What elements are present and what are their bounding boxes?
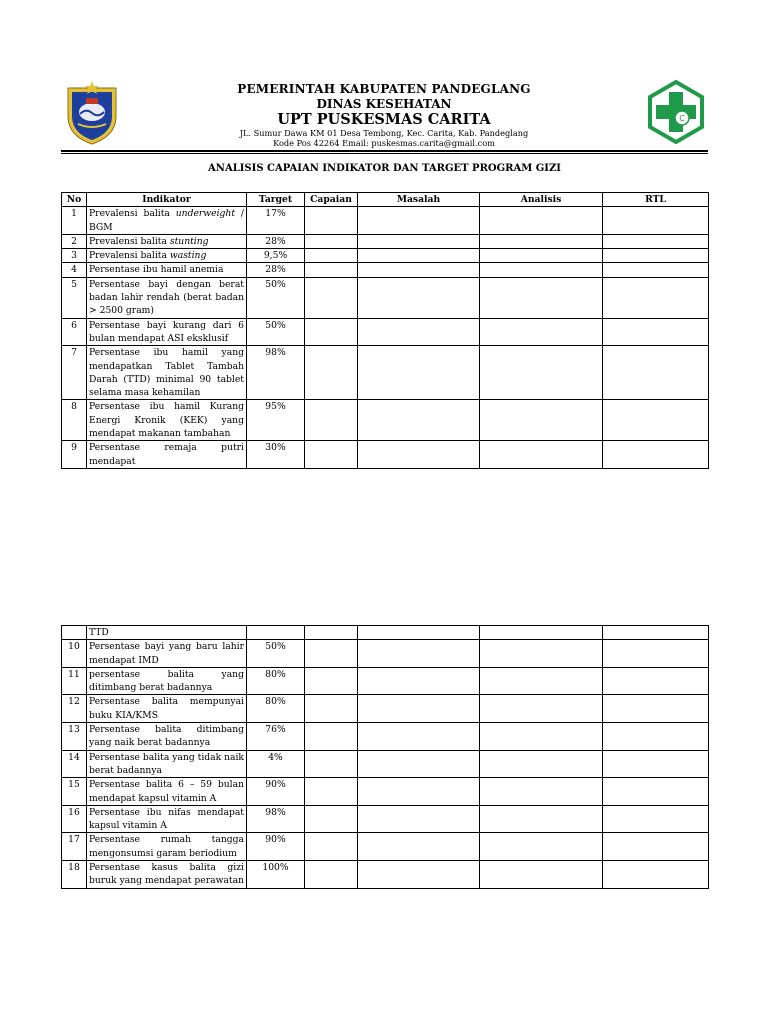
row-masalah	[358, 277, 480, 318]
row-no: 10	[62, 640, 87, 668]
row-masalah	[358, 833, 480, 861]
row-rtl	[603, 750, 709, 778]
row-masalah	[358, 778, 480, 806]
row-masalah	[358, 723, 480, 751]
row-no: 7	[62, 346, 87, 400]
table-body-page2	[62, 626, 709, 889]
row-analisis	[480, 234, 603, 248]
row-indikator: persentase balita yang ditimbang berat badannya	[87, 667, 247, 695]
row-indikator: Persentase ibu nifas mendapat kapsul vitamin A	[87, 805, 247, 833]
table-row	[62, 441, 709, 469]
row-indikator: Persentase ibu hamil anemia	[87, 263, 247, 277]
row-target: 50%	[247, 277, 305, 318]
row-target: 90%	[247, 833, 305, 861]
col-header-capaian: Capaian	[305, 193, 358, 207]
row-masalah	[358, 626, 480, 640]
row-capaian	[305, 805, 358, 833]
row-rtl	[603, 207, 709, 235]
row-capaian	[305, 318, 358, 346]
table-row	[62, 234, 709, 248]
row-masalah	[358, 346, 480, 400]
row-rtl	[603, 640, 709, 668]
row-rtl	[603, 400, 709, 441]
letterhead-rule	[61, 150, 708, 152]
row-capaian	[305, 778, 358, 806]
row-capaian	[305, 207, 358, 235]
contact-line: Kode Pos 42264 Email: puskesmas.carita@gmail.com	[273, 138, 495, 148]
row-indikator: Persentase balita 6 – 59 bulan mendapat kapsul vitamin A	[87, 778, 247, 806]
col-header-analisis: Analisis	[480, 193, 603, 207]
row-no: 15	[62, 778, 87, 806]
row-no: 16	[62, 805, 87, 833]
col-header-no: No	[62, 193, 87, 207]
row-analisis	[480, 805, 603, 833]
row-rtl	[603, 778, 709, 806]
table-row	[62, 400, 709, 441]
row-rtl	[603, 263, 709, 277]
row-rtl	[603, 861, 709, 889]
table-row	[62, 346, 709, 400]
row-no: 6	[62, 318, 87, 346]
col-header-rtl: RTL	[603, 193, 709, 207]
row-masalah	[358, 695, 480, 723]
row-target: 50%	[247, 640, 305, 668]
table-row	[62, 263, 709, 277]
row-indikator: Prevalensi balita stunting	[87, 234, 247, 248]
row-no: 12	[62, 695, 87, 723]
row-analisis	[480, 778, 603, 806]
row-analisis	[480, 723, 603, 751]
row-analisis	[480, 441, 603, 469]
row-indikator: Prevalensi balita wasting	[87, 249, 247, 263]
row-target: 80%	[247, 695, 305, 723]
row-analisis	[480, 667, 603, 695]
row-indikator: Persentase bayi dengan berat badan lahir rendah (berat badan > 2500 gram)	[87, 277, 247, 318]
row-capaian	[305, 346, 358, 400]
row-indikator: Persentase bayi kurang dari 6 bulan mendapat ASI eksklusif	[87, 318, 247, 346]
table-row	[62, 833, 709, 861]
table-row	[62, 207, 709, 235]
row-indikator: TTD	[87, 626, 247, 640]
pandeglang-regency-crest-icon	[64, 80, 120, 146]
table-row	[62, 778, 709, 806]
row-indikator: Persentase balita yang tidak naik berat badannya	[87, 750, 247, 778]
row-target: 95%	[247, 400, 305, 441]
row-masalah	[358, 207, 480, 235]
row-target: 4%	[247, 750, 305, 778]
table-row	[62, 318, 709, 346]
row-analisis	[480, 750, 603, 778]
document-title: ANALISIS CAPAIAN INDIKATOR DAN TARGET PROGRAM GIZI	[208, 163, 561, 174]
row-capaian	[305, 750, 358, 778]
row-no: 17	[62, 833, 87, 861]
row-indikator: Prevalensi balita underweight / BGM	[87, 207, 247, 235]
row-masalah	[358, 441, 480, 469]
puskesmas-name: UPT PUSKESMAS CARITA	[277, 111, 491, 128]
row-rtl	[603, 723, 709, 751]
row-no: 3	[62, 249, 87, 263]
row-target: 76%	[247, 723, 305, 751]
row-no: 1	[62, 207, 87, 235]
row-masalah	[358, 249, 480, 263]
row-rtl	[603, 277, 709, 318]
row-no: 9	[62, 441, 87, 469]
row-capaian	[305, 277, 358, 318]
row-indikator: Persentase bayi yang baru lahir mendapat IMD	[87, 640, 247, 668]
row-rtl	[603, 441, 709, 469]
col-header-indikator: Indikator	[87, 193, 247, 207]
table-row	[62, 723, 709, 751]
table-row	[62, 805, 709, 833]
row-analisis	[480, 346, 603, 400]
row-rtl	[603, 626, 709, 640]
row-analisis	[480, 249, 603, 263]
table-row	[62, 861, 709, 889]
table-header-row	[62, 193, 709, 207]
row-capaian	[305, 234, 358, 248]
table-row	[62, 667, 709, 695]
row-target: 50%	[247, 318, 305, 346]
row-target: 28%	[247, 263, 305, 277]
row-capaian	[305, 441, 358, 469]
row-no: 18	[62, 861, 87, 889]
indicator-table-page2	[61, 625, 709, 889]
row-capaian	[305, 400, 358, 441]
row-no: 14	[62, 750, 87, 778]
row-rtl	[603, 695, 709, 723]
row-rtl	[603, 249, 709, 263]
department-name: DINAS KESEHATAN	[316, 97, 452, 111]
row-analisis	[480, 861, 603, 889]
row-target: 100%	[247, 861, 305, 889]
row-target: 80%	[247, 667, 305, 695]
row-rtl	[603, 805, 709, 833]
table-row	[62, 249, 709, 263]
table-row	[62, 695, 709, 723]
row-masalah	[358, 234, 480, 248]
row-masalah	[358, 318, 480, 346]
row-masalah	[358, 400, 480, 441]
row-indikator: Persentase kasus balita gizi buruk yang mendapat perawatan	[87, 861, 247, 889]
row-no: 4	[62, 263, 87, 277]
row-no: 11	[62, 667, 87, 695]
row-masalah	[358, 861, 480, 889]
govt-name: PEMERINTAH KABUPATEN PANDEGLANG	[237, 82, 531, 96]
row-target: 30%	[247, 441, 305, 469]
row-analisis	[480, 640, 603, 668]
emblem-letter: C	[679, 114, 685, 123]
row-masalah	[358, 640, 480, 668]
row-capaian	[305, 263, 358, 277]
row-masalah	[358, 263, 480, 277]
row-indikator: Persentase balita ditimbang yang naik berat badannya	[87, 723, 247, 751]
table-row	[62, 750, 709, 778]
row-rtl	[603, 346, 709, 400]
puskesmas-green-cross-icon	[644, 80, 708, 144]
row-no: 5	[62, 277, 87, 318]
row-indikator: Persentase rumah tangga mengonsumsi garam beriodium	[87, 833, 247, 861]
row-rtl	[603, 833, 709, 861]
row-analisis	[480, 318, 603, 346]
row-target: 28%	[247, 234, 305, 248]
table-body-page1	[62, 207, 709, 469]
row-analisis	[480, 277, 603, 318]
row-indikator: Persentase balita mempunyai buku KIA/KMS	[87, 695, 247, 723]
address-line: JL. Sumur Dawa KM 01 Desa Tembong, Kec. Carita, Kab. Pandeglang	[239, 128, 529, 138]
table-row	[62, 640, 709, 668]
row-target: 98%	[247, 346, 305, 400]
row-capaian	[305, 249, 358, 263]
indicator-table-page1	[61, 192, 709, 469]
row-rtl	[603, 318, 709, 346]
row-rtl	[603, 234, 709, 248]
row-indikator: Persentase ibu hamil Kurang Energi Kronik (KEK) yang mendapat makanan tambahan	[87, 400, 247, 441]
row-rtl	[603, 667, 709, 695]
row-capaian	[305, 723, 358, 751]
row-capaian	[305, 640, 358, 668]
row-capaian	[305, 626, 358, 640]
row-capaian	[305, 861, 358, 889]
row-target: 90%	[247, 778, 305, 806]
row-target	[247, 626, 305, 640]
row-capaian	[305, 667, 358, 695]
row-indikator: Persentase ibu hamil yang mendapatkan Tablet Tambah Darah (TTD) minimal 90 tablet selama masa kehamilan	[87, 346, 247, 400]
row-masalah	[358, 805, 480, 833]
table-row	[62, 277, 709, 318]
letterhead-rule-thin	[61, 153, 708, 154]
row-analisis	[480, 626, 603, 640]
row-capaian	[305, 833, 358, 861]
row-capaian	[305, 695, 358, 723]
row-analisis	[480, 207, 603, 235]
row-no: 13	[62, 723, 87, 751]
row-analisis	[480, 263, 603, 277]
row-no: 8	[62, 400, 87, 441]
row-target: 17%	[247, 207, 305, 235]
row-masalah	[358, 667, 480, 695]
row-masalah	[358, 750, 480, 778]
row-indikator: Persentase remaja putri mendapat	[87, 441, 247, 469]
row-no: 2	[62, 234, 87, 248]
row-target: 98%	[247, 805, 305, 833]
row-analisis	[480, 400, 603, 441]
col-header-target: Target	[247, 193, 305, 207]
row-no	[62, 626, 87, 640]
row-target: 9,5%	[247, 249, 305, 263]
row-analisis	[480, 833, 603, 861]
row-analisis	[480, 695, 603, 723]
col-header-masalah: Masalah	[358, 193, 480, 207]
table-row	[62, 626, 709, 640]
